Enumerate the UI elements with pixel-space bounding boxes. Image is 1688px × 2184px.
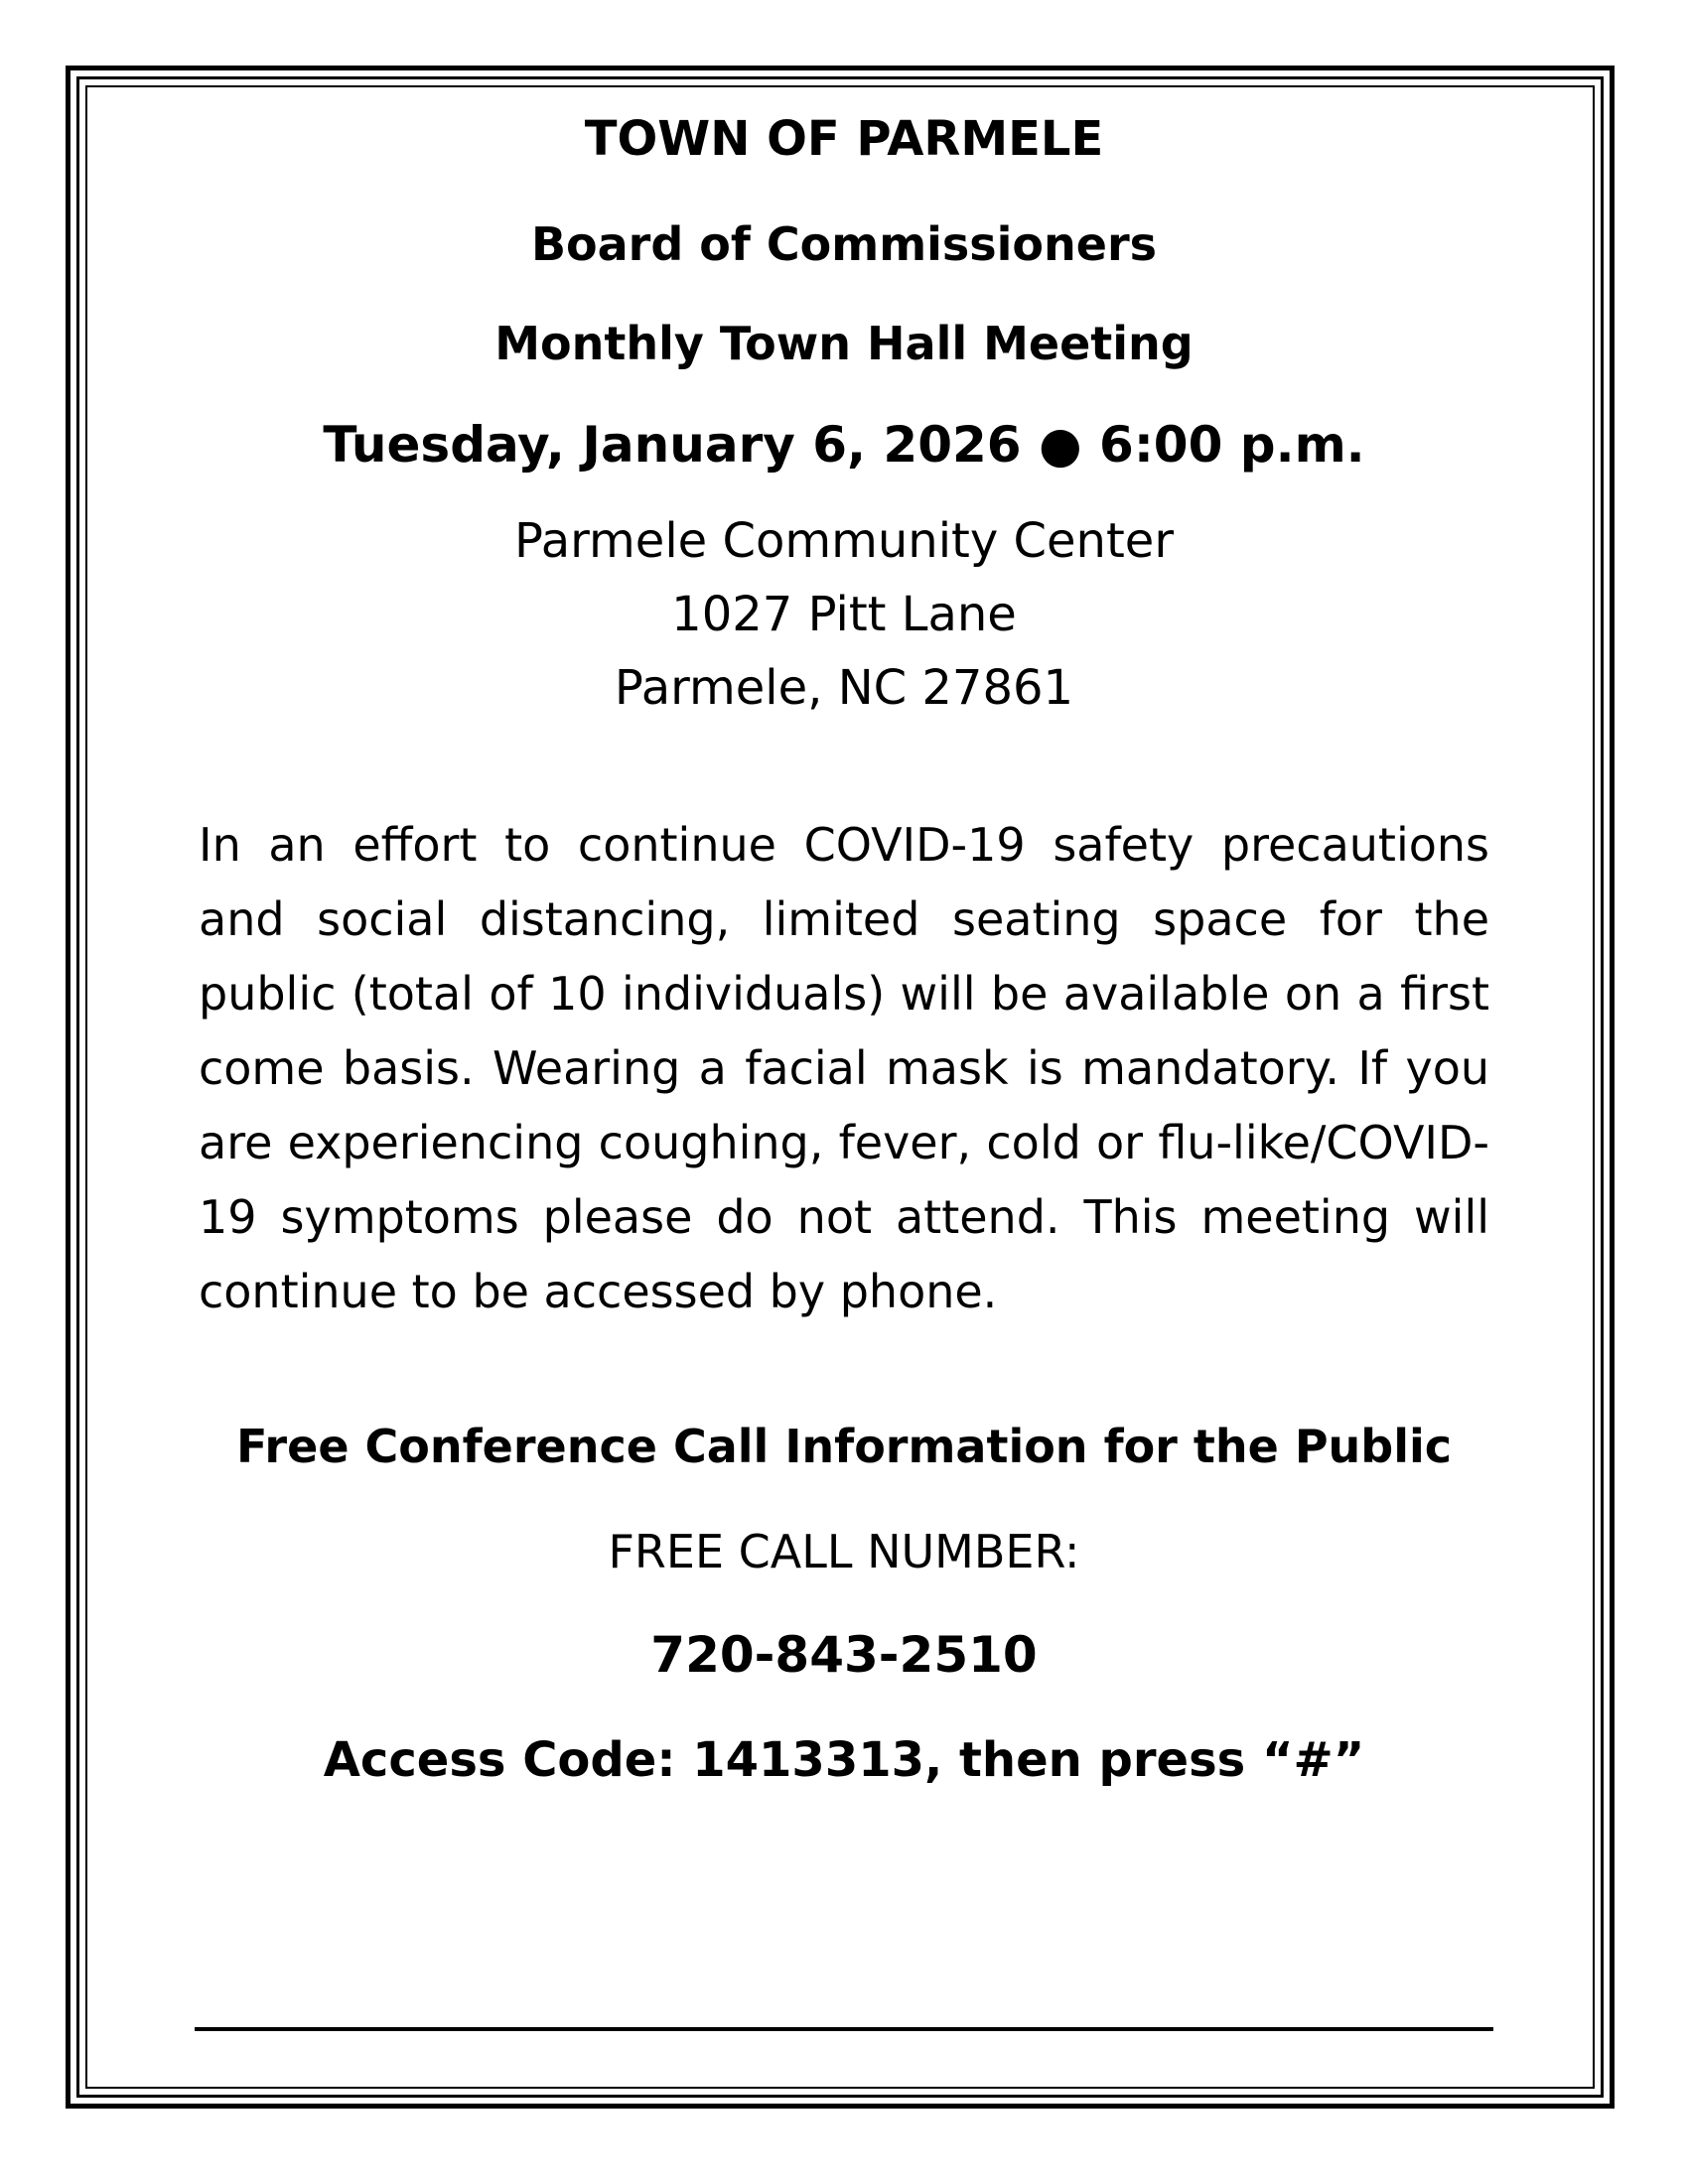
venue-city-state-zip: Parmele, NC 27861 (614, 660, 1074, 716)
town-title: TOWN OF PARMELE (584, 111, 1104, 167)
signature-line (195, 2027, 1493, 2031)
access-code: Access Code: 1413313, then press “#” (323, 1732, 1365, 1788)
flyer-content (199, 99, 1489, 1792)
venue-street: 1027 Pitt Lane (671, 587, 1017, 642)
meeting-location (199, 504, 1489, 725)
venue-name: Parmele Community Center (513, 513, 1175, 569)
board-name: Board of Commissioners (530, 217, 1158, 271)
conference-call-heading: Free Conference Call Information for the Public (235, 1420, 1453, 1473)
meeting-type: Monthly Town Hall Meeting (494, 317, 1194, 370)
meeting-date-time: Tuesday, January 6, 2026 ● 6:00 p.m. (323, 416, 1365, 474)
free-call-number: 720-843-2510 (650, 1626, 1038, 1684)
covid-notice: In an effort to continue COVID-19 safety precautions and social distancing, limited seating space for the public (total of 10 individuals) will be available on a first come basis. Wearing a facial mask is mandatory. If you are experiencing coughing, fever, cold or flu-like/COVID-19 symptoms please do not attend. This meeting will continue to be accessed by phone. (199, 818, 1489, 1318)
free-call-number-label: FREE CALL NUMBER: (608, 1525, 1080, 1578)
